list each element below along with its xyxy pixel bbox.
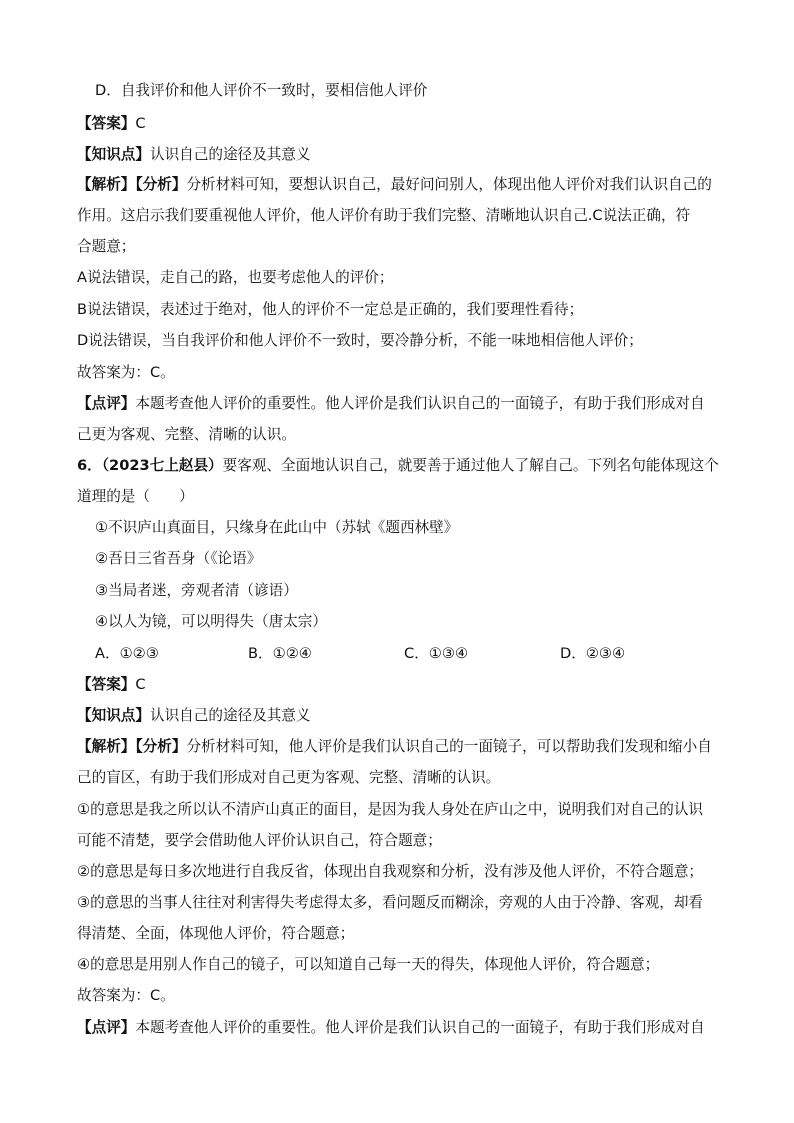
answer-value: C [135, 115, 146, 132]
q6-explain-3-line-2: 得清楚、全面，体现他人评价，符合题意； [77, 925, 355, 942]
q6-conclusion: 故答案为：C。 [77, 987, 175, 1004]
answer-tag: 【答案】 [77, 115, 136, 132]
analysis-tag: 【解析】【分析】 [77, 738, 187, 755]
q5-analysis-line-3: 合题意； [77, 238, 136, 255]
knowledge-value: 认识自己的途径及其意义 [149, 146, 311, 163]
q6-stem-line-2: 道理的是（ ） [77, 488, 194, 505]
q6-item-3: ③当局者迷，旁观者清（谚语） [95, 582, 298, 599]
knowledge-tag: 【知识点】 [77, 146, 150, 163]
q5-analysis-b: B说法错误，表述过于绝对，他人的评价不一定总是正确的，我们要理性看待； [77, 301, 584, 318]
comment-text: 本题考查他人评价的重要性。他人评价是我们认识自己的一面镜子，有助于我们形成对自 [135, 395, 705, 412]
q6-option-a: A．①②③ [95, 645, 159, 662]
knowledge-value: 认识自己的途径及其意义 [149, 707, 311, 724]
q6-answer-row [77, 675, 146, 695]
analysis-text: 分析材料可知，他人评价是我们认识自己的一面镜子，可以帮助我们发现和缩小自 [186, 738, 712, 755]
answer-value: C [135, 676, 146, 693]
q6-explain-4: ④的意思是用别人作自己的镜子，可以知道自己每一天的得失，体现他人评价，符合题意； [77, 956, 660, 973]
comment-tag: 【点评】 [77, 1019, 136, 1036]
comment-text: 本题考查他人评价的重要性。他人评价是我们认识自己的一面镜子，有助于我们形成对自 [135, 1019, 705, 1036]
q6-explain-1-line-1: ①的意思是我之所以认不清庐山真正的面目，是因为我人身处在庐山之中，说明我们对自己的认识 [77, 801, 704, 818]
q5-answer-row [77, 114, 146, 134]
q5-analysis-d: D说法错误，当自我评价和他人评价不一致时，要冷静分析，不能一味地相信他人评价； [77, 332, 643, 349]
question-source: （2023七上赵县） [101, 457, 223, 474]
q5-analysis-line-1 [77, 175, 712, 195]
answer-tag: 【答案】 [77, 676, 136, 693]
q6-explain-1-line-2: 可能不清楚，要学会借助他人评价认识自己，符合题意； [77, 832, 442, 849]
analysis-text: 分析材料可知，要想认识自己，最好问问别人，体现出他人评价对我们认识自己的 [186, 176, 712, 193]
q6-analysis-line-2: 己的盲区，有助于我们形成对自己更为客观、完整、清晰的认识。 [77, 769, 501, 786]
q6-item-2: ②吾日三省吾身（《论语》 [95, 550, 262, 567]
comment-tag: 【点评】 [77, 395, 136, 412]
q6-item-1: ①不识庐山真面目，只缘身在此山中（苏轼《题西林壁》 [95, 519, 459, 536]
q5-option-d: D．自我评价和他人评价不一致时，要相信他人评价 [95, 82, 428, 99]
q6-knowledge-row [77, 706, 311, 726]
q6-option-b: B．①②④ [248, 645, 312, 662]
q6-item-4: ④以人为镜，可以明得失（唐太宗） [95, 613, 327, 630]
analysis-tag: 【解析】【分析】 [77, 176, 187, 193]
q5-analysis-line-2: 作用。这启示我们要重视他人评价，他人评价有助于我们完整、清晰地认识自己.C说法正确，符 [77, 207, 691, 224]
q6-option-d: D．②③④ [560, 645, 626, 662]
knowledge-tag: 【知识点】 [77, 707, 150, 724]
q6-stem-line-1 [77, 456, 719, 476]
q5-comment-line-1 [77, 394, 705, 414]
question-stem: 要客观、全面地认识自己，就要善于通过他人了解自己。下列名句能体现这个 [222, 457, 719, 474]
q6-analysis-line-1 [77, 737, 712, 757]
q5-conclusion: 故答案为：C。 [77, 364, 175, 381]
q6-explain-3-line-1: ③的意思的当事人往往对利害得失考虑得太多，看问题反而糊涂，旁观的人由于冷静、客观，却看 [77, 894, 704, 911]
q6-explain-2: ②的意思是每日多次地进行自我反省，体现出自我观察和分析，没有涉及他人评价，不符合题意； [77, 863, 704, 880]
q6-option-c: C．①③④ [404, 645, 469, 662]
question-number: 6． [77, 457, 102, 474]
q5-comment-line-2: 己更为客观、完整、清晰的认识。 [77, 426, 296, 443]
q5-knowledge-row [77, 145, 311, 165]
q6-comment-line-1 [77, 1018, 705, 1038]
q5-analysis-a: A说法错误，走自己的路，也要考虑他人的评价； [77, 269, 394, 286]
